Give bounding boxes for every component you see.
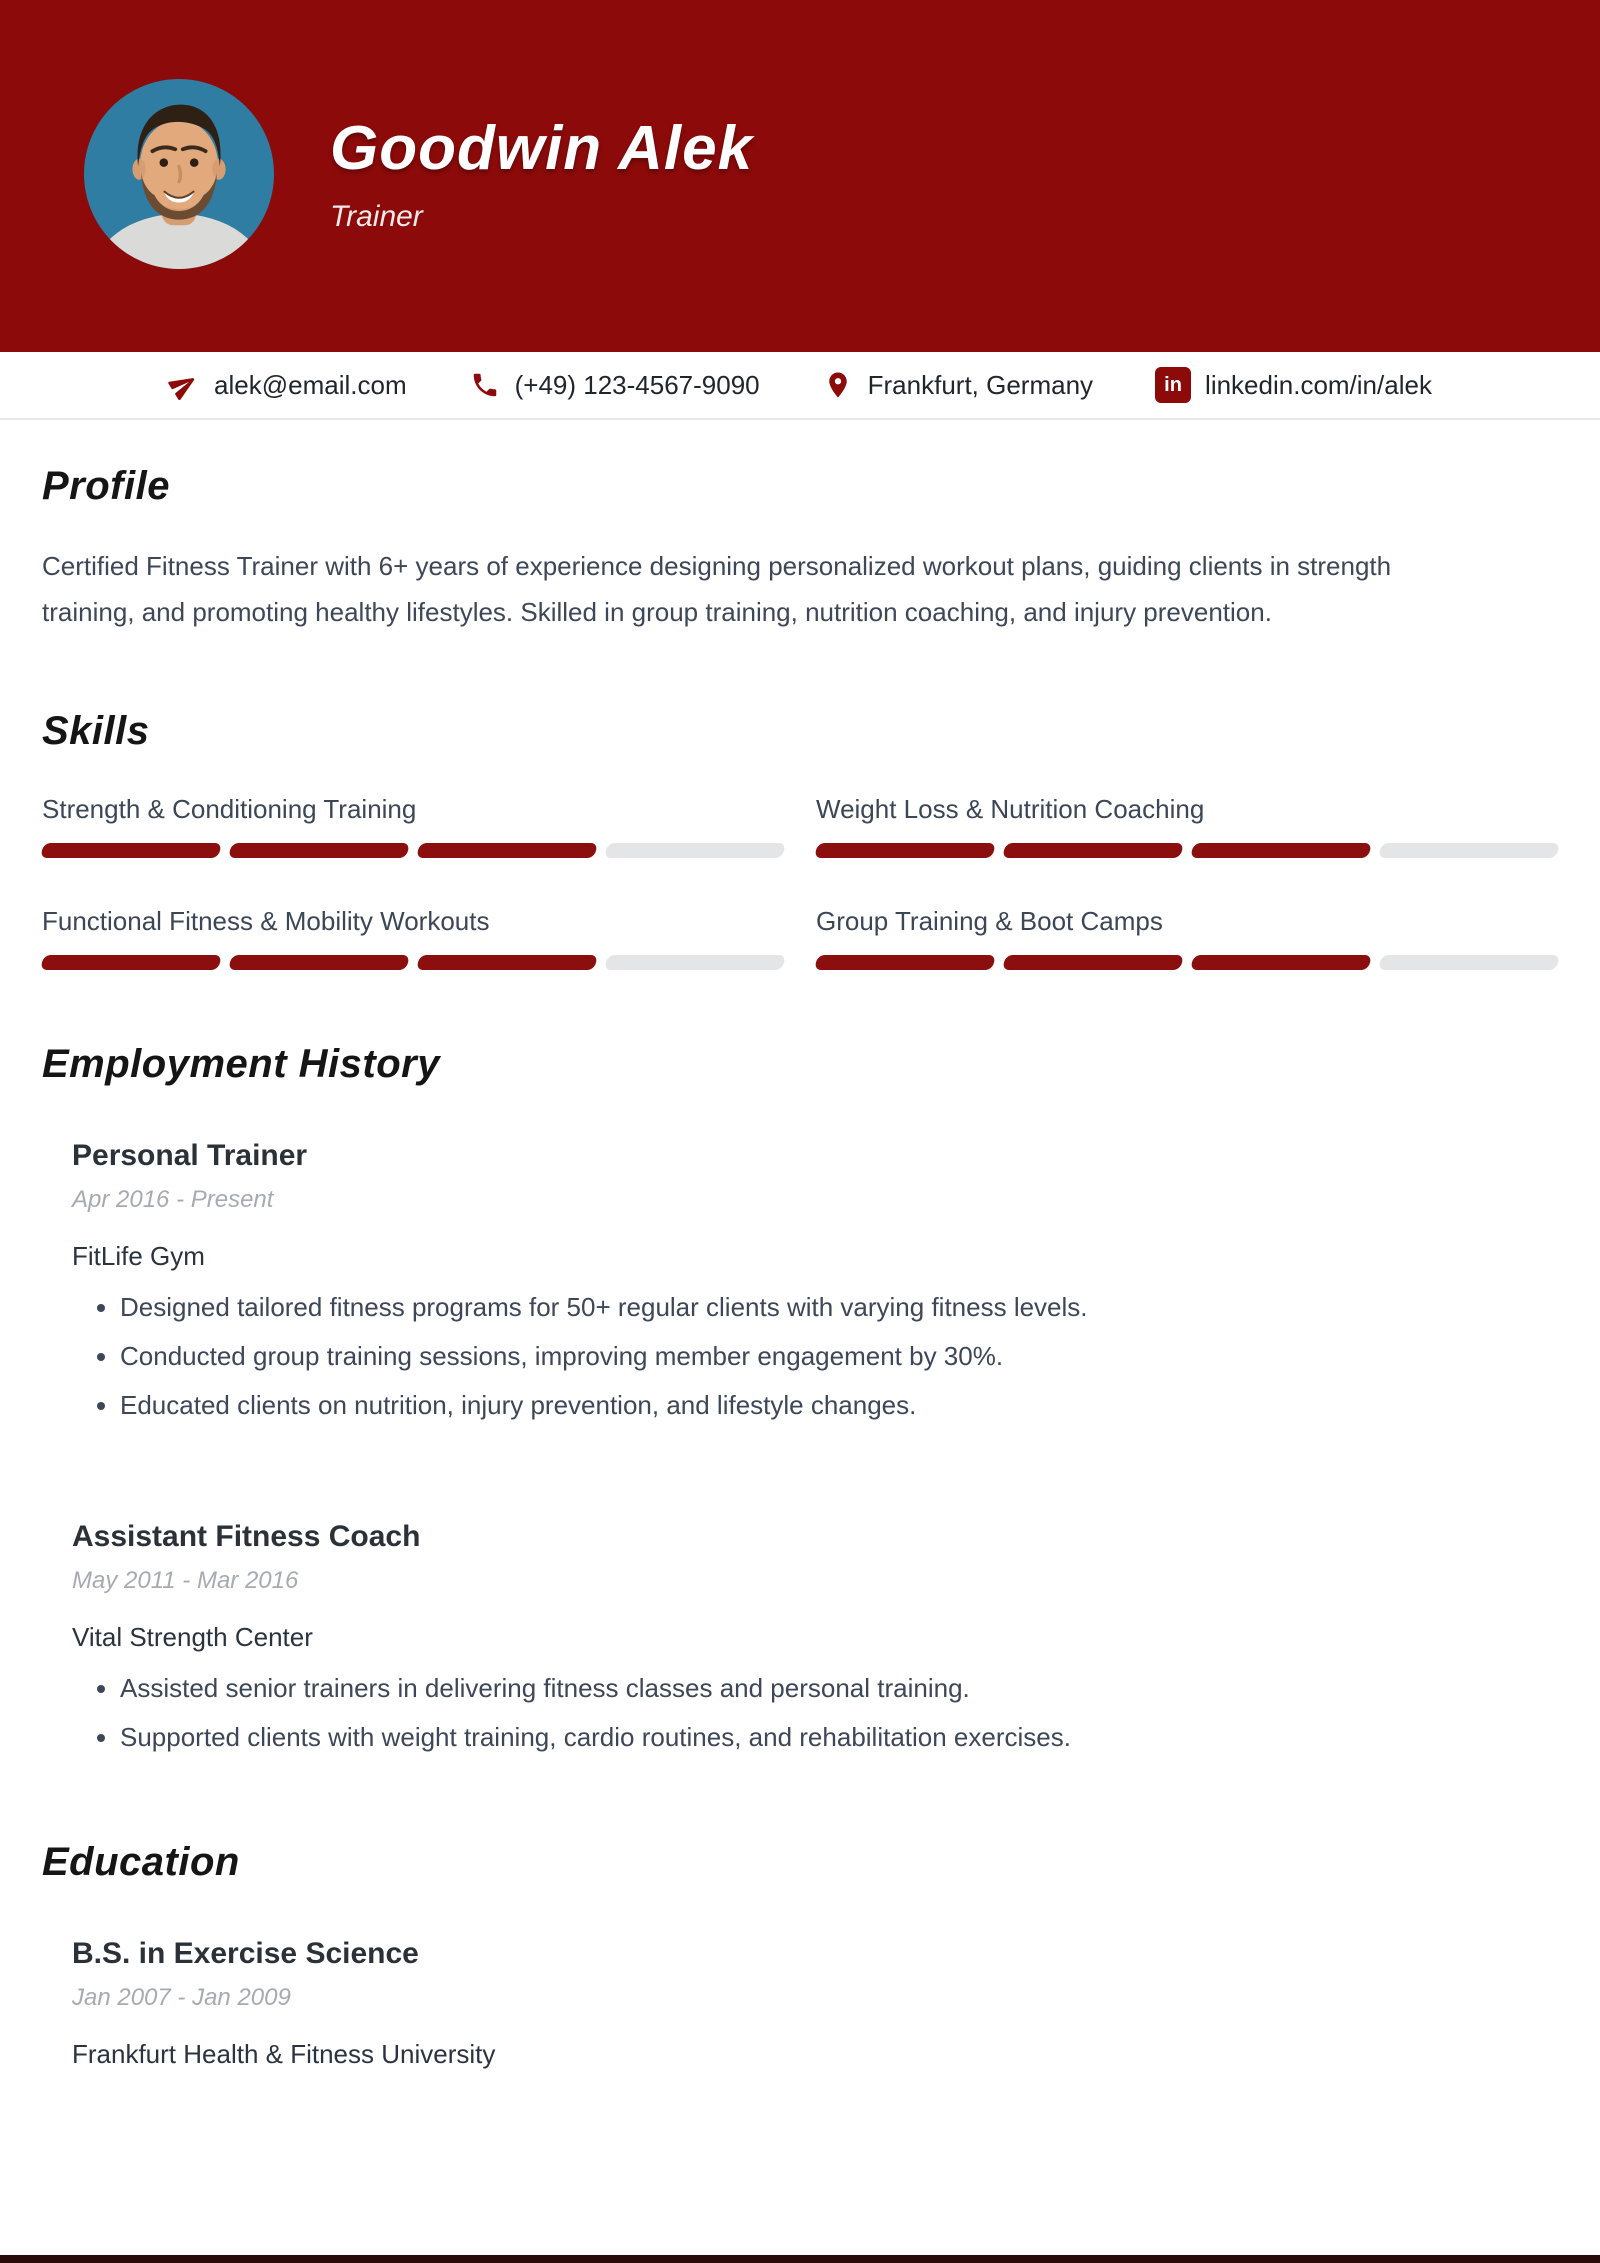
skill-level-bar xyxy=(816,955,1558,970)
linkedin-icon: in xyxy=(1155,367,1191,403)
skill-bar-segment xyxy=(1378,955,1560,970)
contact-email-text: alek@email.com xyxy=(214,369,407,400)
contact-phone xyxy=(469,369,760,401)
education-school: Frankfurt Health & Fitness University xyxy=(72,2039,496,2069)
skill-item xyxy=(42,906,784,970)
job-bullet: • Assisted senior trainers in delivering fitness classes and personal training. xyxy=(120,1671,1558,1705)
profile-photo xyxy=(84,79,274,269)
footer-bar xyxy=(0,2255,1600,2263)
section-education xyxy=(42,1840,1558,2070)
job-bullet: • Supported clients with weight training, cardio routines, and rehabilitation exercises. xyxy=(120,1720,1558,1754)
contact-linkedin xyxy=(1155,367,1432,403)
job-bullet-list xyxy=(72,1671,1558,1754)
phone-icon xyxy=(469,369,501,401)
job-title: Assistant Fitness Coach xyxy=(72,1520,421,1553)
skill-bar-segment xyxy=(1190,843,1372,858)
profile-summary: Certified Fitness Trainer with 6+ years of experience designing personalized workout plans, guiding clients in strength training, and promoting healthy lifestyles. Skilled in group training, nutrition coaching, and injury prevention. xyxy=(42,551,1392,627)
skill-bar-segment xyxy=(604,955,786,970)
skill-item xyxy=(42,794,784,858)
avatar xyxy=(84,79,274,269)
contact-linkedin-text-wrapper: Frankfurt, Germany xyxy=(867,369,1094,400)
education-heading: Education xyxy=(42,1840,240,1884)
job-dates: Apr 2016 - Present xyxy=(72,1186,274,1213)
education-dates: Jan 2007 - Jan 2009 xyxy=(72,1984,291,2011)
name-block xyxy=(330,114,754,233)
job-entry xyxy=(72,1520,1558,1754)
job-bullet: • Conducted group training sessions, improving member engagement by 30%. xyxy=(120,1339,1558,1373)
job-title: Personal Trainer xyxy=(72,1139,308,1172)
skill-item xyxy=(816,906,1558,970)
skill-bar-segment xyxy=(228,955,410,970)
skill-bar-segment xyxy=(228,843,410,858)
contact-location xyxy=(822,369,1093,401)
header xyxy=(0,0,1600,352)
job-dates: May 2011 - Mar 2016 xyxy=(72,1567,299,1594)
education-degree: B.S. in Exercise Science xyxy=(72,1937,419,1970)
job-bullet: • Designed tailored fitness programs for 50+ regular clients with varying fitness levels. xyxy=(120,1290,1558,1324)
contact-phone-text: (+49) 123-4567-9090 xyxy=(514,369,760,400)
skill-item xyxy=(816,794,1558,858)
skill-bar-segment xyxy=(814,843,996,858)
contact-email xyxy=(168,369,407,401)
resume-body xyxy=(0,420,1600,2070)
skill-bar-segment xyxy=(814,955,996,970)
skill-bar-segment xyxy=(1378,843,1560,858)
skill-level-bar xyxy=(42,955,784,970)
job-company: FitLife Gym xyxy=(72,1241,205,1271)
education-list xyxy=(42,1937,1558,2070)
skill-label: Strength & Conditioning Training xyxy=(42,794,417,824)
skill-label: Functional Fitness & Mobility Workouts xyxy=(42,906,490,936)
section-employment xyxy=(42,1042,1558,1754)
job-entry xyxy=(72,1139,1558,1422)
skill-bar-segment xyxy=(416,955,598,970)
skill-bar-segment xyxy=(1002,843,1184,858)
contact-bar xyxy=(0,352,1600,420)
skill-bar-segment xyxy=(40,843,222,858)
education-entry xyxy=(72,1937,1558,2070)
skill-level-bar xyxy=(42,843,784,858)
skill-bar-segment xyxy=(1002,955,1184,970)
location-pin-icon xyxy=(822,369,854,401)
skills-grid xyxy=(42,794,1558,970)
person-name: Goodwin Alek xyxy=(330,114,754,183)
skill-level-bar xyxy=(816,843,1558,858)
skills-heading: Skills xyxy=(42,709,150,753)
section-profile xyxy=(42,464,1558,635)
jobs-list xyxy=(42,1139,1558,1754)
job-bullet-list xyxy=(72,1290,1558,1422)
employment-heading: Employment History xyxy=(42,1042,440,1086)
profile-heading: Profile xyxy=(42,464,170,508)
job-bullet: • Educated clients on nutrition, injury prevention, and lifestyle changes. xyxy=(120,1388,1558,1422)
section-skills xyxy=(42,709,1558,970)
skill-bar-segment xyxy=(1190,955,1372,970)
contact-linkedin-text: linkedin.com/in/alek xyxy=(1205,369,1432,400)
skill-bar-segment xyxy=(40,955,222,970)
send-icon xyxy=(168,369,200,401)
skill-bar-segment xyxy=(416,843,598,858)
job-company: Vital Strength Center xyxy=(72,1622,313,1652)
skill-label: Group Training & Boot Camps xyxy=(816,906,1163,936)
person-job-title: Trainer xyxy=(330,200,423,233)
skill-bar-segment xyxy=(604,843,786,858)
skill-label: Weight Loss & Nutrition Coaching xyxy=(816,794,1205,824)
